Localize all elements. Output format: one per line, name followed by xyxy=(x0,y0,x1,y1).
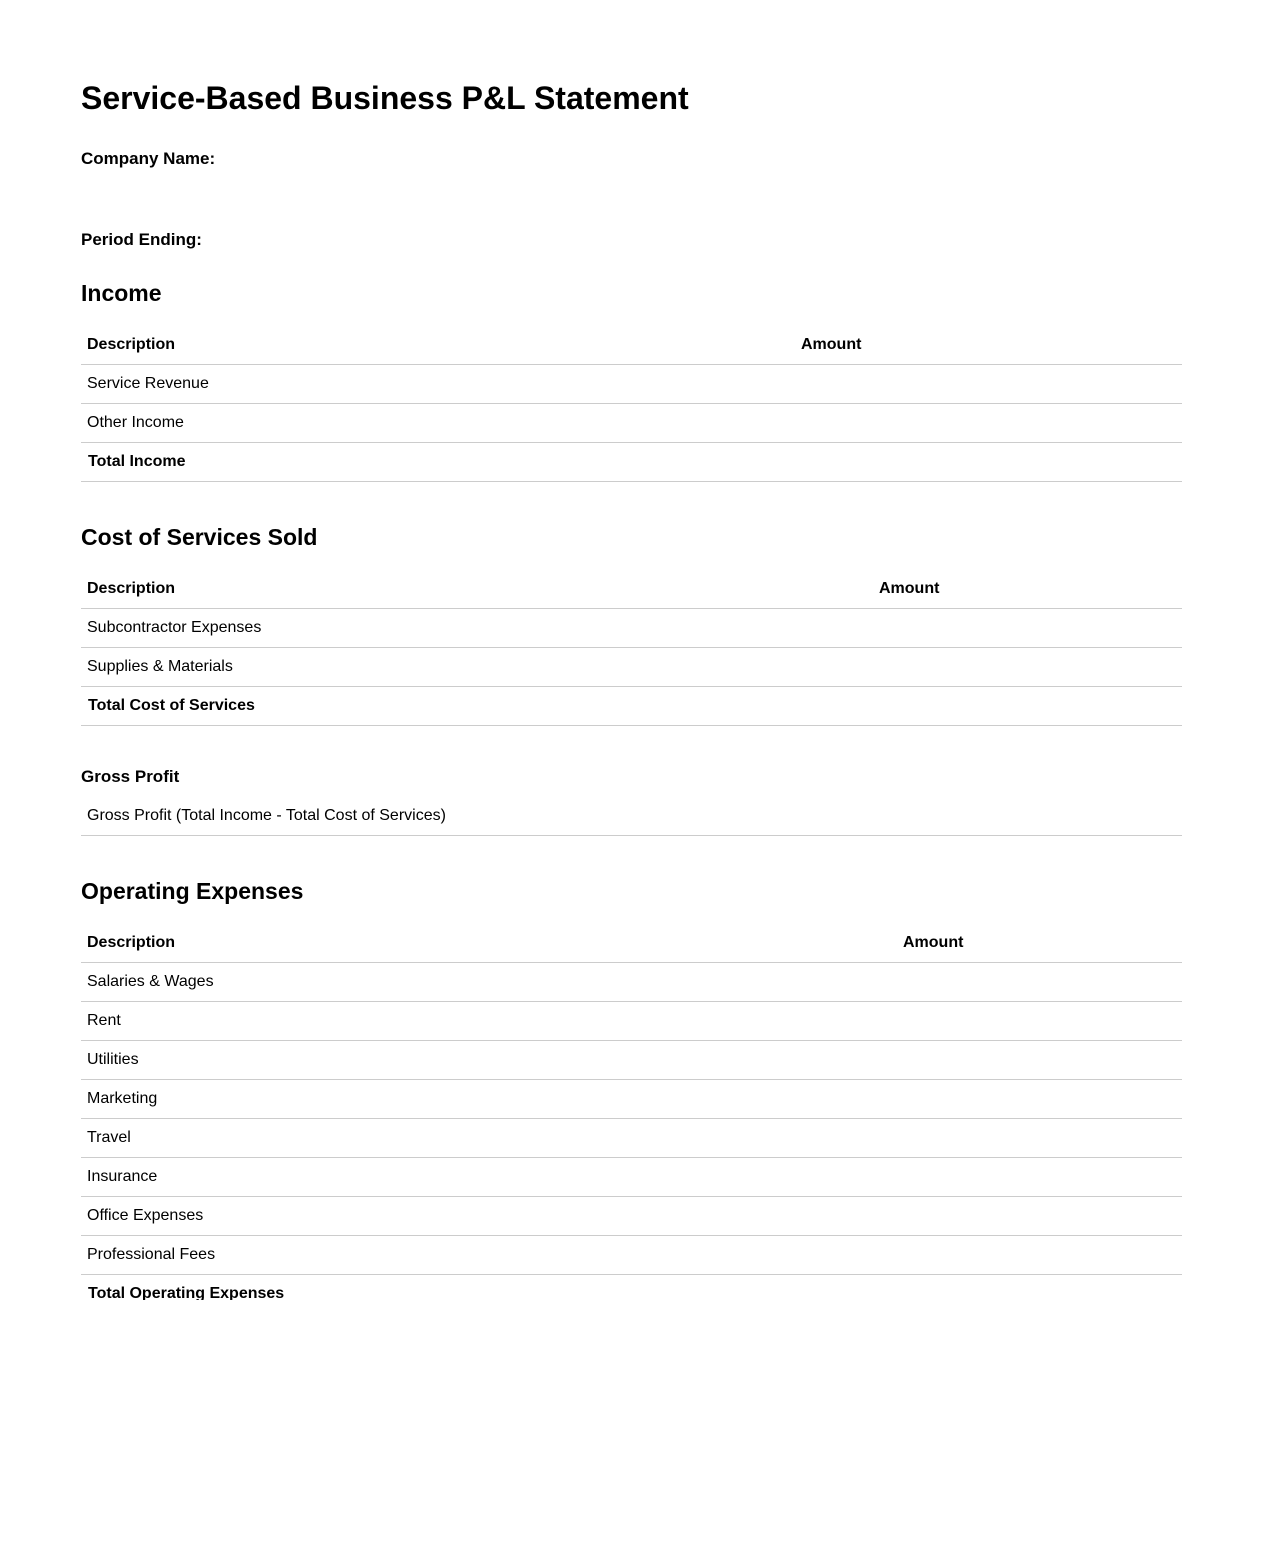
total-amount[interactable] xyxy=(873,687,1182,726)
row-amount[interactable] xyxy=(795,404,1182,443)
pl-statement-document xyxy=(81,0,1182,1300)
row-description: Other Income xyxy=(81,404,795,443)
gross-profit-heading: Gross Profit xyxy=(81,767,180,786)
row-description: Service Revenue xyxy=(81,365,795,404)
total-amount[interactable] xyxy=(795,443,1182,482)
total-label: Total Cost of Services xyxy=(88,697,255,714)
row-amount[interactable] xyxy=(897,1119,1182,1158)
table-row xyxy=(81,963,1182,1002)
table-row xyxy=(81,1002,1182,1041)
total-description xyxy=(81,687,873,726)
table-row xyxy=(81,609,1182,648)
row-amount[interactable] xyxy=(795,365,1182,404)
row-description: Salaries & Wages xyxy=(81,963,897,1002)
row-description: Supplies & Materials xyxy=(81,648,873,687)
cost-of-services-table xyxy=(81,570,1182,726)
gross-profit-row xyxy=(81,797,1182,836)
cost-of-services-heading: Cost of Services Sold xyxy=(81,524,318,550)
row-amount[interactable] xyxy=(873,609,1182,648)
company-name-label: Company Name: xyxy=(81,149,216,168)
table-row xyxy=(81,404,1182,443)
total-description xyxy=(81,443,795,482)
page-title: Service-Based Business P&L Statement xyxy=(81,80,689,116)
table-row xyxy=(81,1197,1182,1236)
operating-expenses-table xyxy=(81,924,1182,1300)
income-heading: Income xyxy=(81,280,162,306)
row-amount[interactable] xyxy=(897,963,1182,1002)
row-description: Rent xyxy=(81,1002,897,1041)
row-amount[interactable] xyxy=(897,1236,1182,1275)
table-header-row xyxy=(81,326,1182,365)
income-table xyxy=(81,326,1182,482)
table-row xyxy=(81,1158,1182,1197)
row-amount[interactable] xyxy=(897,1158,1182,1197)
total-description xyxy=(81,1275,897,1301)
column-header-amount: Amount xyxy=(795,326,1182,365)
operating-expenses-heading: Operating Expenses xyxy=(81,878,304,904)
row-description: Office Expenses xyxy=(81,1197,897,1236)
row-amount[interactable] xyxy=(897,1002,1182,1041)
table-row xyxy=(81,1119,1182,1158)
total-row xyxy=(81,443,1182,482)
row-amount[interactable] xyxy=(897,1197,1182,1236)
row-description: Utilities xyxy=(81,1041,897,1080)
total-row xyxy=(81,1275,1182,1301)
table-row xyxy=(81,1080,1182,1119)
column-header-amount: Amount xyxy=(897,924,1182,963)
table-header-row xyxy=(81,924,1182,963)
row-amount[interactable] xyxy=(873,648,1182,687)
row-description: Marketing xyxy=(81,1080,897,1119)
row-amount[interactable] xyxy=(897,1041,1182,1080)
column-header-amount: Amount xyxy=(873,570,1182,609)
row-description: Subcontractor Expenses xyxy=(81,609,873,648)
row-description: Professional Fees xyxy=(81,1236,897,1275)
total-label: Total Operating Expenses xyxy=(88,1285,285,1300)
table-row xyxy=(81,648,1182,687)
column-header-description: Description xyxy=(81,570,873,609)
row-description: Travel xyxy=(81,1119,897,1158)
total-label: Total Income xyxy=(88,453,186,470)
row-description: Insurance xyxy=(81,1158,897,1197)
gross-profit-description: Gross Profit (Total Income - Total Cost of Services) xyxy=(87,807,446,824)
column-header-description: Description xyxy=(81,326,795,365)
table-row xyxy=(81,365,1182,404)
table-header-row xyxy=(81,570,1182,609)
table-row xyxy=(81,1041,1182,1080)
total-amount[interactable] xyxy=(897,1275,1182,1301)
table-row xyxy=(81,1236,1182,1275)
period-ending-label: Period Ending: xyxy=(81,230,202,249)
column-header-description: Description xyxy=(81,924,897,963)
row-amount[interactable] xyxy=(897,1080,1182,1119)
total-row xyxy=(81,687,1182,726)
